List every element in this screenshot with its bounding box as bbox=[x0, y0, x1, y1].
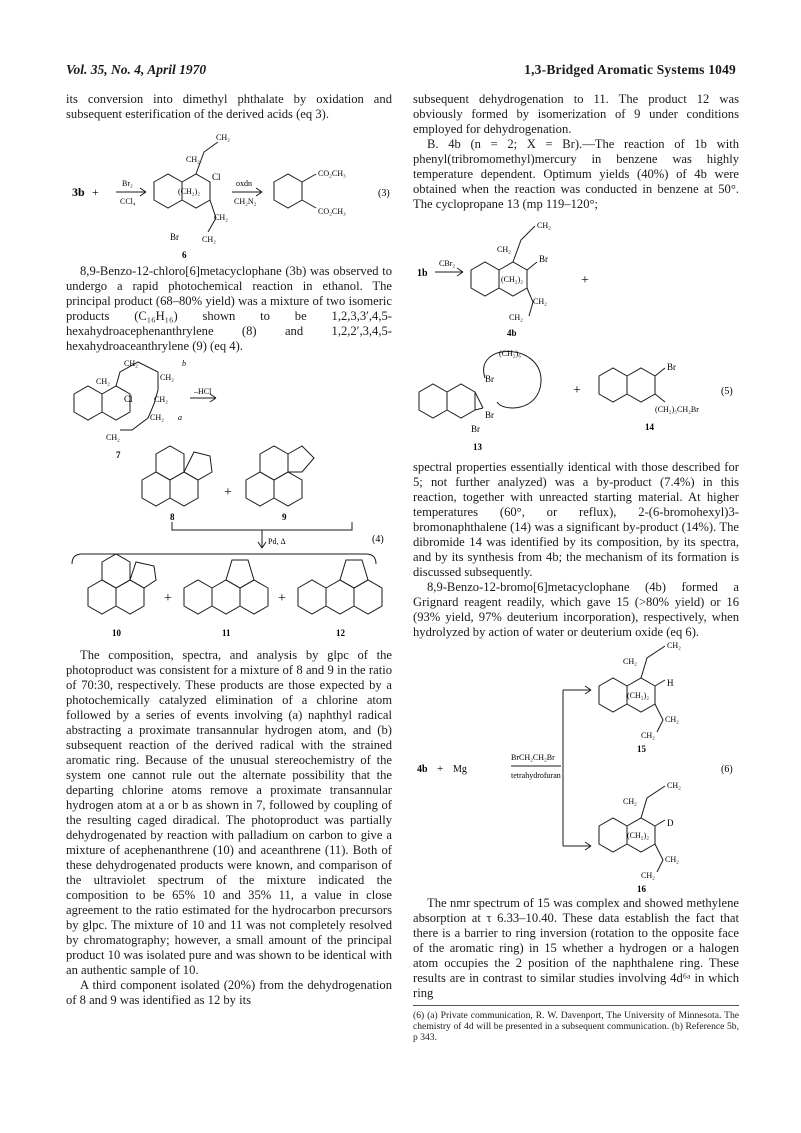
label-ch2-2: (CH₂)₂ bbox=[627, 831, 650, 840]
label-ch2: CH₂ bbox=[106, 433, 120, 442]
label-ch2: CH₂ bbox=[216, 133, 230, 142]
label-ch2: CH₂ bbox=[497, 245, 511, 254]
equation-number-3: (3) bbox=[378, 188, 390, 199]
reagent-hcl: –HCl bbox=[194, 387, 212, 396]
label-cl: Cl bbox=[124, 394, 133, 404]
label-ch2: CH₂ bbox=[623, 797, 637, 806]
scheme-6 bbox=[413, 640, 739, 896]
equation-number-5: (5) bbox=[721, 386, 733, 397]
label-br: Br bbox=[471, 424, 480, 434]
reagent-br2: Br₂ bbox=[122, 179, 133, 188]
label-br: Br bbox=[667, 362, 676, 372]
label-ch2: CH₂ bbox=[150, 413, 164, 422]
svg-text:+: + bbox=[278, 591, 286, 606]
label-ch2: CH₂ bbox=[537, 221, 551, 230]
equation-number-4: (4) bbox=[372, 534, 384, 545]
solvent-thf: tetrahydrofuran bbox=[511, 771, 561, 780]
running-title: 1,3-Bridged Aromatic Systems 1049 bbox=[524, 62, 736, 77]
reactant-3b: 3b bbox=[72, 185, 85, 199]
label-ch2-2: (CH₂)₂ bbox=[178, 187, 201, 196]
compound-9-label: 9 bbox=[282, 512, 287, 522]
reagent-ccl4: CCl₄ bbox=[120, 197, 136, 206]
label-ch2-6: (CH₂)₆ bbox=[499, 349, 522, 358]
label-ch2: CH₂ bbox=[623, 657, 637, 666]
label-ch2: CH₂ bbox=[665, 715, 679, 724]
left-paragraph-1: its conversion into dimethyl phthalate by oxidation and subsequent esterification of the derived acids (eq 3). bbox=[66, 92, 392, 121]
right-paragraph-1: subsequent dehydrogenation to 11. The product 12 was obviously formed by isomerization of 9 under conditions employed for dehydrogenation. bbox=[413, 92, 739, 136]
reagent-pd: Pd, Δ bbox=[268, 537, 286, 546]
label-ch2: CH₂ bbox=[96, 377, 110, 386]
compound-4b-label: 4b bbox=[507, 328, 517, 338]
scheme-5-structure bbox=[413, 212, 739, 460]
svg-text:+: + bbox=[224, 485, 232, 500]
label-ch2: CH₂ bbox=[509, 313, 523, 322]
compound-13-label: 13 bbox=[473, 442, 482, 452]
scheme-6-structure bbox=[413, 640, 739, 896]
label-br: Br bbox=[485, 410, 494, 420]
compound-16-label: 16 bbox=[637, 884, 646, 894]
svg-text:+: + bbox=[92, 185, 99, 199]
scheme-5 bbox=[413, 212, 739, 460]
reactant-1b: 1b bbox=[417, 268, 428, 279]
right-paragraph-4: 8,9-Benzo-12-bromo[6]metacyclophane (4b) formed a Grignard reagent readily, which gave 15 (>80% yield) or 16 (93% yield, 97% deuterium incorporation), respectively, when hydrolyzed by action of water or deuterium oxide (eq 6). bbox=[413, 580, 739, 639]
label-ch2: CH₂ bbox=[641, 731, 655, 740]
plus-sign: + bbox=[437, 763, 444, 775]
right-paragraph-5: The nmr spectrum of 15 was complex and showed methylene absorption at τ 6.33–10.40. These data establish the fact that there is a barrier to ring inversion (rotation to the opposite face of the aromatic ring) in 15 whether a hydrogen or a halogen atom occupies the 2 position of the naphthalene ring. These results are in contrast to similar studies involving 4d⁶ᵃ in which ring bbox=[413, 896, 739, 1000]
label-ch2: CH₂ bbox=[641, 871, 655, 880]
label-ch2: CH₂ bbox=[667, 781, 681, 790]
scheme-3 bbox=[66, 122, 392, 264]
label-ch2: CH₂ bbox=[186, 155, 200, 164]
label-ch2: CH₂ bbox=[533, 297, 547, 306]
label-d: D bbox=[667, 818, 674, 828]
reactant-4b: 4b bbox=[417, 764, 428, 775]
compound-6-label: 6 bbox=[182, 250, 187, 260]
label-br: Br bbox=[485, 374, 494, 384]
journal-volume: Vol. 35, No. 4, April 1970 bbox=[66, 62, 207, 77]
label-ch2: CH₂ bbox=[665, 855, 679, 864]
compound-15-label: 15 bbox=[637, 744, 646, 754]
compound-14-label: 14 bbox=[645, 422, 654, 432]
label-ch2: CH₂ bbox=[202, 235, 216, 244]
footnote: (6) (a) Private communication, R. W. Davenport, The University of Minnesota. The chemistry of 4d will be presented in a subsequent communication. (b) Reference 5b, p 343. bbox=[413, 1005, 739, 1043]
label-h: H bbox=[667, 678, 674, 688]
reagent-dibromoethane: BrCH₂CH₂Br bbox=[511, 753, 555, 762]
left-paragraph-4: A third component isolated (20%) from the dehydrogenation of 8 and 9 was identified as 12 by its bbox=[66, 978, 392, 1007]
label-ch2-2: (CH₂)₂ bbox=[501, 275, 524, 284]
label-br: Br bbox=[170, 232, 179, 242]
label-ch2: CH₂ bbox=[214, 213, 228, 222]
reagent-cbr2: CBr₂ bbox=[439, 259, 456, 268]
plus-sign: + bbox=[581, 273, 589, 288]
label-b: b bbox=[182, 359, 186, 368]
label-bromohexyl: (CH₂)₅CH₂Br bbox=[655, 405, 699, 414]
compound-10-label: 10 bbox=[112, 628, 121, 638]
label-ch2: CH₂ bbox=[160, 373, 174, 382]
compound-12-label: 12 bbox=[336, 628, 345, 638]
label-co2ch3: CO₂CH₃ bbox=[318, 169, 346, 178]
equation-number-6: (6) bbox=[721, 764, 733, 775]
reagent-oxdn: oxdn bbox=[236, 179, 252, 188]
svg-text:+: + bbox=[164, 591, 172, 606]
label-co2ch3: CO₂CH₃ bbox=[318, 207, 346, 216]
right-column bbox=[413, 92, 739, 1043]
compound-11-label: 11 bbox=[222, 628, 231, 638]
label-ch2: CH₂ bbox=[124, 359, 138, 368]
reagent-ch2n2: CH₂N₂ bbox=[234, 197, 257, 206]
left-paragraph-2: 8,9-Benzo-12-chloro[6]metacyclophane (3b) was observed to undergo a rapid photochemical reaction in ethanol. The principal product (68–80% yield) was a mixture of two isomeric products (C₁₆H₁₆) shown to be 1,2,3,3′,4,5-hexahydroacephenanthrylene (8) and 1,2,2′,3,4,5-hexahydroaceanthrylene (9) (eq 4). bbox=[66, 264, 392, 353]
label-cl: Cl bbox=[212, 172, 221, 182]
reagent-mg: Mg bbox=[453, 764, 467, 775]
label-a: a bbox=[178, 413, 182, 422]
page-header bbox=[66, 62, 736, 80]
svg-text:+: + bbox=[573, 383, 581, 398]
right-paragraph-2: B. 4b (n = 2; X = Br).—The reaction of 1b with phenyl(tribromomethyl)mercury in benzene was highly temperature dependent. Optimum yields (40%) of 4b were obtained when the reaction was conducted in benzene at 50°. The cyclopropane 13 (mp 119–120°; bbox=[413, 137, 739, 211]
label-ch2-2: (CH₂)₂ bbox=[627, 691, 650, 700]
scheme-3-structure bbox=[66, 122, 392, 264]
scheme-4 bbox=[66, 354, 392, 648]
left-paragraph-3: The composition, spectra, and analysis by glpc of the photoproduct was consistent for a mixture of 8 and 9 in the ratio of 70:30, respectively. These products are those expected by a photochemically catalyzed elimination of a chlorine atom followed by a series of events involving (a) naphthyl radical abstracting a proximate transannular hydrogen atom, and (b) subsequent reaction of the derived radical with the strained aromatic ring. Because of the unusual stereochemistry of the system one cannot rule out the alternate possibility that the departing chlorine atoms remove a proximate transannular hydrogen atom at a or b as shown in 7, followed by coupling of the resulting caged diradical. The photoproduct was partially dehydrogenated by reaction with palladium on carbon to give a mixture of acephenanthrene (10) and aceanthrene (11). Both of these dehydrogenated products were known, and comparison of the ultraviolet spectrum of the mixture indicated the composition to be 65% 10 and 35% 11, a value in close agreement to the ratio estimated for the hydrocarbon precursors by glpc. The mixture of 10 and 11 was not completely resolved by chromatography; however, a small amount of the principal product 10 was isolated pure and was shown to be identical with an authentic sample of 10. bbox=[66, 648, 392, 977]
label-ch2: CH₂ bbox=[667, 641, 681, 650]
label-ch2: CH₂ bbox=[154, 395, 168, 404]
left-column bbox=[66, 92, 392, 1008]
right-paragraph-3: spectral properties essentially identical with those described for 5; not further analyzed) was a by-product (7.4%) in this reaction, together with unreacted starting material. At higher temperatures (60°, or reflux), 2-(6-bromohexyl)3-bromonaphthalene (14) was a significant by-product (14%). The dibromide 14 was identified by its composition, by its spectra, and by its synthesis from 4b; the mechanism of its formation is discussed subsequently. bbox=[413, 460, 739, 579]
label-br: Br bbox=[539, 254, 548, 264]
compound-7-label: 7 bbox=[116, 450, 121, 460]
compound-8-label: 8 bbox=[170, 512, 175, 522]
scheme-4-structure bbox=[66, 354, 392, 648]
